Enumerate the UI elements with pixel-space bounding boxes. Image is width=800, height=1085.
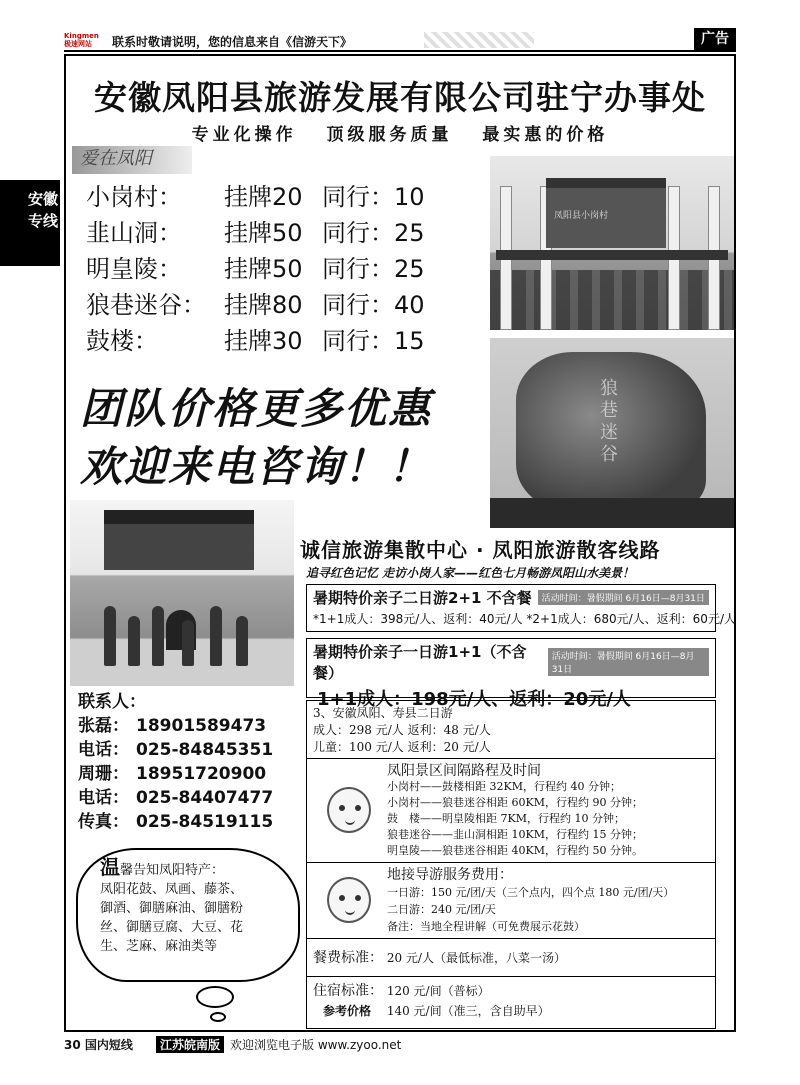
dancer-figure	[210, 606, 222, 666]
cloud-heading: 馨告知凤阳特产：	[120, 863, 225, 878]
distance-line: 狼巷迷谷——韭山洞相距 10KM，行程约 15 分钟；	[387, 828, 643, 841]
deal-title: 暑期特价亲子二日游2+1 不含餐	[313, 589, 532, 607]
trade-price: 同行：25	[322, 218, 425, 247]
love-tag: 爱在凤阳	[72, 146, 192, 174]
ground	[490, 498, 734, 528]
distance-line: 鼓 楼——明皇陵相距 7KM，行程约 10 分钟；	[387, 812, 625, 825]
trade-price: 同行：25	[322, 254, 425, 283]
distance-line: 小岗村——鼓楼相距 32KM，行程约 40 分钟；	[387, 780, 621, 793]
decorative-pattern	[424, 32, 534, 48]
contact-phone[interactable]: 025-84407477	[136, 788, 274, 808]
contact-label: 张磊：	[78, 716, 129, 736]
brand-logo: Kingmen 极速网站	[64, 32, 99, 48]
dancer-figure	[104, 606, 116, 666]
list-price: 挂牌80	[224, 290, 303, 319]
price-row	[86, 320, 486, 356]
list-price: 挂牌20	[224, 182, 303, 211]
lodging-value-premium: 140 元/间（准三，含自助早）	[386, 1004, 550, 1018]
page-title: 安徽凤阳县旅游发展有限公司驻宁办事处	[94, 78, 706, 117]
side-tab-line1: 安徽	[28, 190, 59, 208]
dancer-figure	[236, 616, 248, 666]
deal-one-day	[306, 638, 716, 710]
trade-price: 同行：40	[322, 290, 425, 319]
site-name: 明皇陵：	[86, 254, 182, 283]
mascot-face-icon	[327, 787, 371, 833]
deal-price-line: *1+1成人：398元/人、返利：40元/人 *2+1成人：680元/人、返利：60元/人	[313, 612, 736, 626]
tour3-cell	[307, 700, 715, 758]
contact-label: 周珊：	[78, 764, 129, 784]
route-title: 诚信旅游集散中心 · 凤阳旅游散客线路	[300, 538, 661, 562]
cloud-initial: 温	[100, 855, 120, 879]
info-table	[306, 700, 716, 1029]
list-price: 挂牌30	[224, 326, 303, 355]
lodging-label: 住宿标准：	[313, 983, 383, 999]
contact-phone[interactable]: 18951720900	[136, 764, 267, 784]
website-link[interactable]: 欢迎浏览电子版 www.zyoo.net	[230, 1038, 402, 1052]
distance-cell	[307, 758, 715, 862]
gate-banner	[496, 250, 728, 260]
contact-row	[78, 738, 273, 762]
ticket-price-list	[86, 176, 486, 356]
thought-bubble	[210, 1012, 226, 1022]
drum-tower-dancers-photo	[70, 500, 294, 686]
list-price: 挂牌50	[224, 218, 303, 247]
edition-badge: 江苏皖南版	[156, 1036, 224, 1053]
deal-date-chip: 活动时间：暑假期间 6月16日—8月31日	[548, 648, 709, 676]
contact-label: 电话：	[78, 740, 129, 760]
xiaogang-gate-photo	[490, 156, 734, 330]
distance-line: 明皇陵——狼巷迷谷相距 40KM，行程约 50 分钟。	[387, 844, 643, 857]
meal-label: 餐费标准：	[313, 950, 383, 966]
contact-phone[interactable]: 025-84845351	[136, 740, 274, 760]
reference-price-label: 参考价格	[323, 1004, 372, 1018]
source-note: 联系时敬请说明，您的信息来自《信游天下》	[112, 35, 353, 49]
page-number: 30 国内短线	[64, 1038, 133, 1052]
price-row	[86, 176, 486, 212]
deal-price-line: 1+1成人：198元/人、返利：20元/人	[317, 689, 631, 710]
guide-line: 一日游：150 元/团/天（三个点内，四个点 180 元/团/天）	[387, 886, 675, 899]
page-footer	[64, 1036, 736, 1054]
thought-bubble	[196, 986, 234, 1008]
meal-value: 20 元/人（最低标准，八菜一汤）	[386, 951, 566, 965]
meal-cell	[307, 938, 715, 976]
guide-line: 二日游：240 元/团/天	[387, 903, 496, 916]
lodging-cell	[307, 976, 715, 1028]
contact-label: 电话：	[78, 788, 129, 808]
header-strip	[64, 30, 736, 52]
specialty-line: 丝、御膳豆腐、大豆、花	[100, 920, 244, 935]
mascot-face-icon	[327, 877, 371, 923]
dancer-figure	[182, 620, 194, 666]
contact-fax[interactable]: 025-84519115	[136, 812, 274, 832]
contact-phone[interactable]: 18901589473	[136, 716, 267, 736]
slogan: 专业化操作 顶级服务质量 最实惠的价格	[191, 125, 609, 145]
trade-price: 同行：10	[322, 182, 425, 211]
contact-block	[78, 690, 273, 834]
specialty-cloud	[76, 848, 300, 982]
guide-line: 备注：当地全程讲解（可免费展示花鼓）	[387, 920, 585, 933]
side-tab-line2: 专线	[28, 212, 59, 230]
deal-title: 暑期特价亲子一日游1+1（不含餐）	[313, 643, 527, 682]
promo-line-2: 欢迎来电咨询！！	[80, 442, 433, 491]
specialty-line: 生、芝麻、麻油类等	[100, 939, 218, 954]
dancer-figure	[152, 606, 164, 666]
route-subtitle: 追寻红色记忆 走访小岗人家——红色七月畅游凤阳山水美景！	[306, 566, 635, 580]
rock-caption: 狼巷迷谷	[600, 378, 618, 465]
contact-row	[78, 714, 273, 738]
deal-date-chip: 活动时间：暑假期间 6月16日—8月31日	[538, 590, 709, 605]
contact-heading: 联系人：	[78, 692, 146, 712]
deal-two-day	[306, 584, 736, 632]
guide-title: 地接导游服务费用：	[387, 867, 513, 883]
contact-label: 传真：	[78, 812, 129, 832]
side-section-tab	[0, 180, 60, 266]
site-name: 小岗村：	[86, 182, 182, 211]
site-name: 鼓楼：	[86, 326, 158, 355]
price-row	[86, 212, 486, 248]
distance-line: 小岗村——狼巷迷谷相距 60KM，行程约 90 分钟；	[387, 796, 643, 809]
guide-fee-cell	[307, 862, 715, 938]
site-name: 韭山洞：	[86, 218, 182, 247]
gate-caption: 凤阳县小岗村	[554, 211, 609, 221]
price-row	[86, 248, 486, 284]
langxiang-rock-photo	[490, 338, 734, 528]
list-price: 挂牌50	[224, 254, 303, 283]
tree-row	[490, 270, 734, 330]
tour3-adult: 成人：298 元/人 返利：48 元/人	[313, 723, 491, 737]
dancer-figure	[128, 616, 140, 666]
distance-title: 凤阳景区间隔路程及时间	[387, 763, 541, 779]
contact-row	[78, 810, 273, 834]
contact-row	[78, 786, 273, 810]
price-row	[86, 284, 486, 320]
ad-tag: 广告	[694, 28, 736, 50]
site-name: 狼巷迷谷：	[86, 290, 206, 319]
drum-tower	[104, 510, 254, 570]
trade-price: 同行：15	[322, 326, 425, 355]
lodging-value-standard: 120 元/间（普标）	[386, 984, 490, 998]
promo-line-1: 团队价格更多优惠	[80, 384, 433, 433]
specialty-line: 御酒、御膳麻油、御膳粉	[100, 901, 244, 916]
tour3-child: 儿童：100 元/人 返利：20 元/人	[313, 740, 491, 754]
tour3-title: 3、安徽凤阳、寿县二日游	[313, 706, 453, 720]
contact-row	[78, 762, 273, 786]
specialty-line: 凤阳花鼓、凤画、藤茶、	[100, 882, 244, 897]
